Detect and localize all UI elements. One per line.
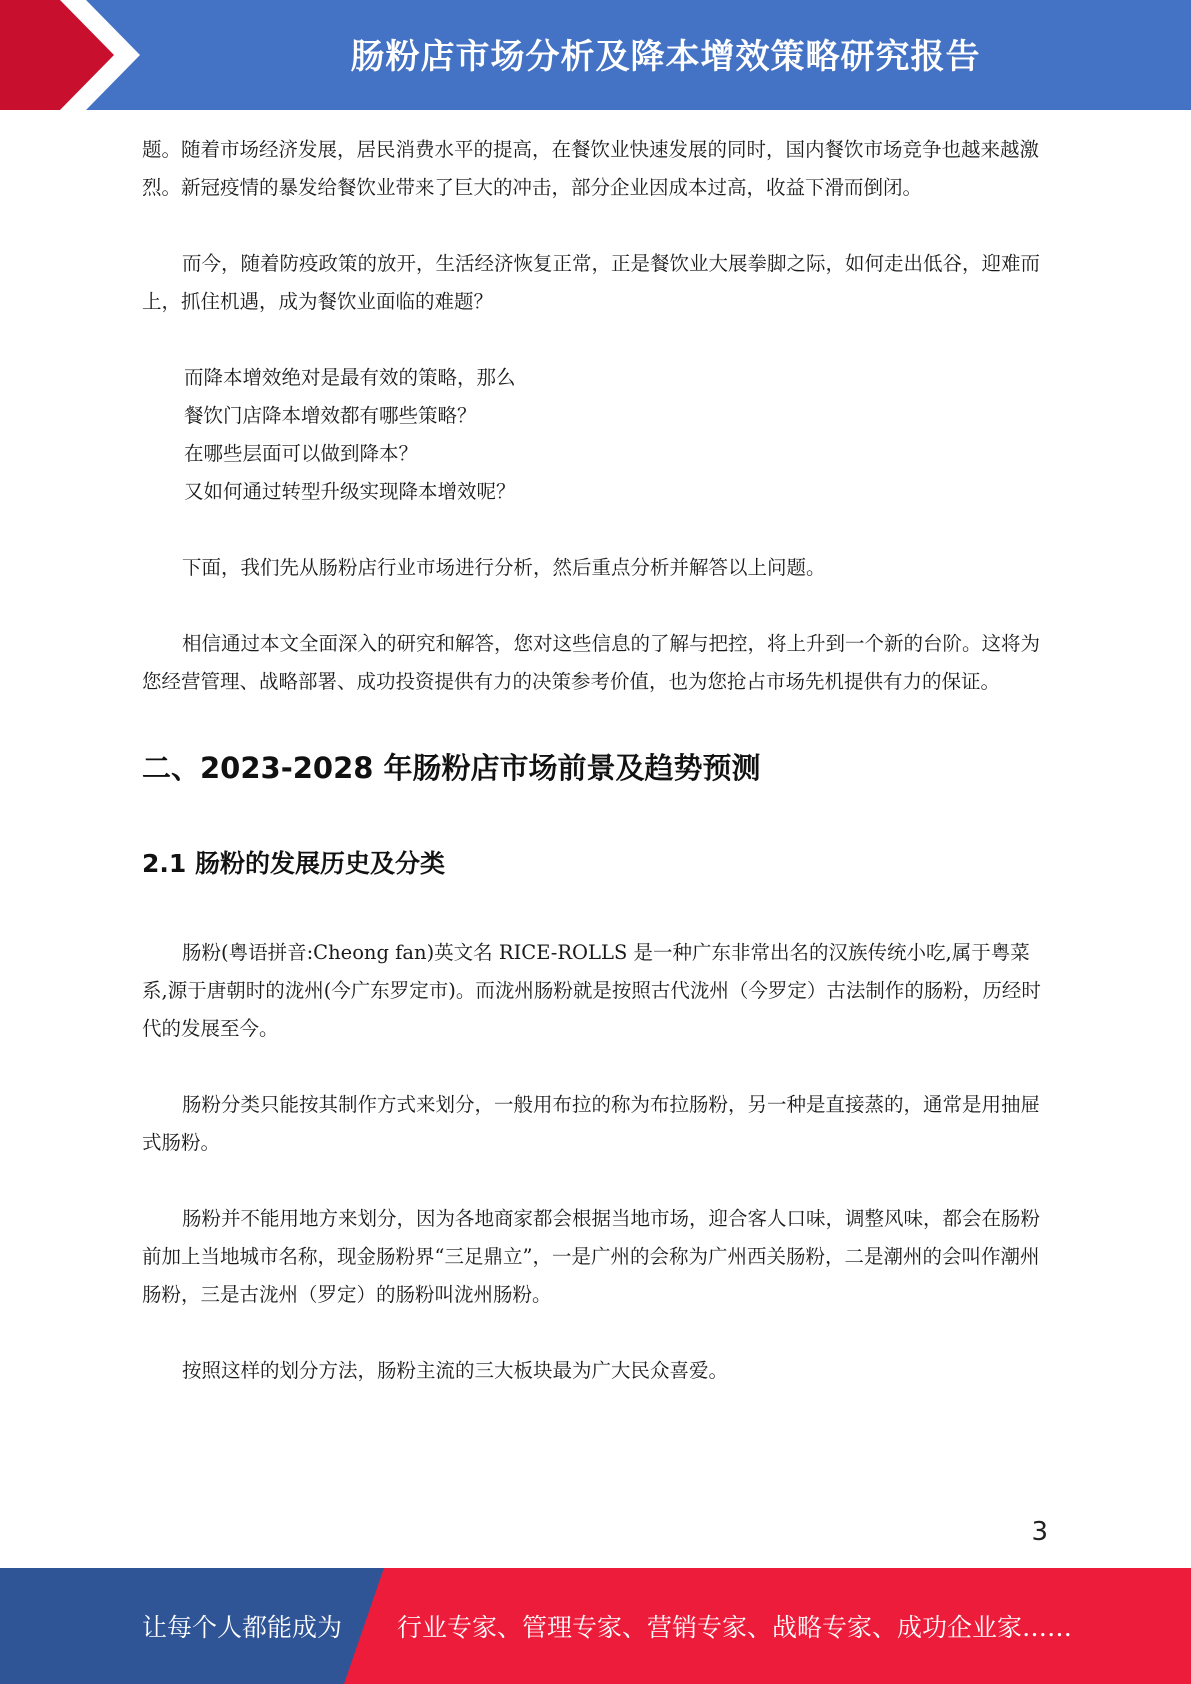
paragraph-2: 而今，随着防疫政策的放开，生活经济恢复正常，正是餐饮业大展拳脚之际，如何走出低谷，迎难而上，抓住机遇，成为餐饮业面临的难题？ xyxy=(142,252,1041,313)
subsection-heading: 2.1 肠粉的发展历史及分类 xyxy=(142,849,445,878)
section-heading: 二、2023-2028 年肠粉店市场前景及趋势预测 xyxy=(142,751,761,785)
paragraph-7: 肠粉并不能用地方来划分，因为各地商家都会根据当地市场，迎合客人口味，调整风味，都会在肠粉前加上当地城市名称，现金肠粉界“三足鼎立”，一是广州的会称为广州西关肠粉，二是潮州的会叫作潮州肠粉，三是古泷州（罗定）的肠粉叫泷州肠粉。 xyxy=(142,1207,1041,1306)
report-title: 肠粉店市场分析及降本增效策略研究报告 xyxy=(350,36,981,77)
page-footer xyxy=(0,1568,1191,1684)
document-body xyxy=(142,131,1047,1390)
question-item: 餐饮门店降本增效都有哪些策略？ xyxy=(184,404,477,427)
paragraph-6: 肠粉分类只能按其制作方式来划分，一般用布拉的称为布拉肠粉，另一种是直接蒸的，通常是用抽屉式肠粉。 xyxy=(142,1093,1041,1154)
paragraph-1: 题。随着市场经济发展，居民消费水平的提高，在餐饮业快速发展的同时，国内餐饮市场竞争也越来越激烈。新冠疫情的暴发给餐饮业带来了巨大的冲击，部分企业因成本过高，收益下滑而倒闭。 xyxy=(142,138,1040,199)
page-number: 3 xyxy=(1031,1517,1048,1547)
question-item: 又如何通过转型升级实现降本增效呢？ xyxy=(184,480,516,503)
question-item: 在哪些层面可以做到降本？ xyxy=(184,442,419,465)
paragraph-4: 相信通过本文全面深入的研究和解答，您对这些信息的了解与把控，将上升到一个新的台阶。这将为您经营管理、战略部署、成功投资提供有力的决策参考价值，也为您抢占市场先机提供有力的保证。 xyxy=(142,632,1041,693)
paragraph-8: 按照这样的划分方法，肠粉主流的三大板块最为广大民众喜爱。 xyxy=(182,1359,729,1382)
page-header xyxy=(0,0,1191,110)
paragraph-5: 肠粉(粤语拼音:Cheong fan)英文名 RICE-ROLLS 是一种广东非常出名的汉族传统小吃,属于粤菜系,源于唐朝时的泷州(今广东罗定市)。而泷州肠粉就是按照古代泷州（今罗定）古法制作的肠粉，历经时代的发展至今。 xyxy=(142,941,1041,1040)
question-list xyxy=(142,359,1047,511)
question-item: 而降本增效绝对是最有效的策略，那么 xyxy=(184,366,516,389)
footer-slogan-right: 行业专家、管理专家、营销专家、战略专家、成功企业家…… xyxy=(397,1613,1073,1642)
footer-slogan-left: 让每个人都能成为 xyxy=(142,1613,343,1642)
paragraph-3: 下面，我们先从肠粉店行业市场进行分析，然后重点分析并解答以上问题。 xyxy=(182,556,826,579)
header-arrow-icon xyxy=(0,0,160,110)
